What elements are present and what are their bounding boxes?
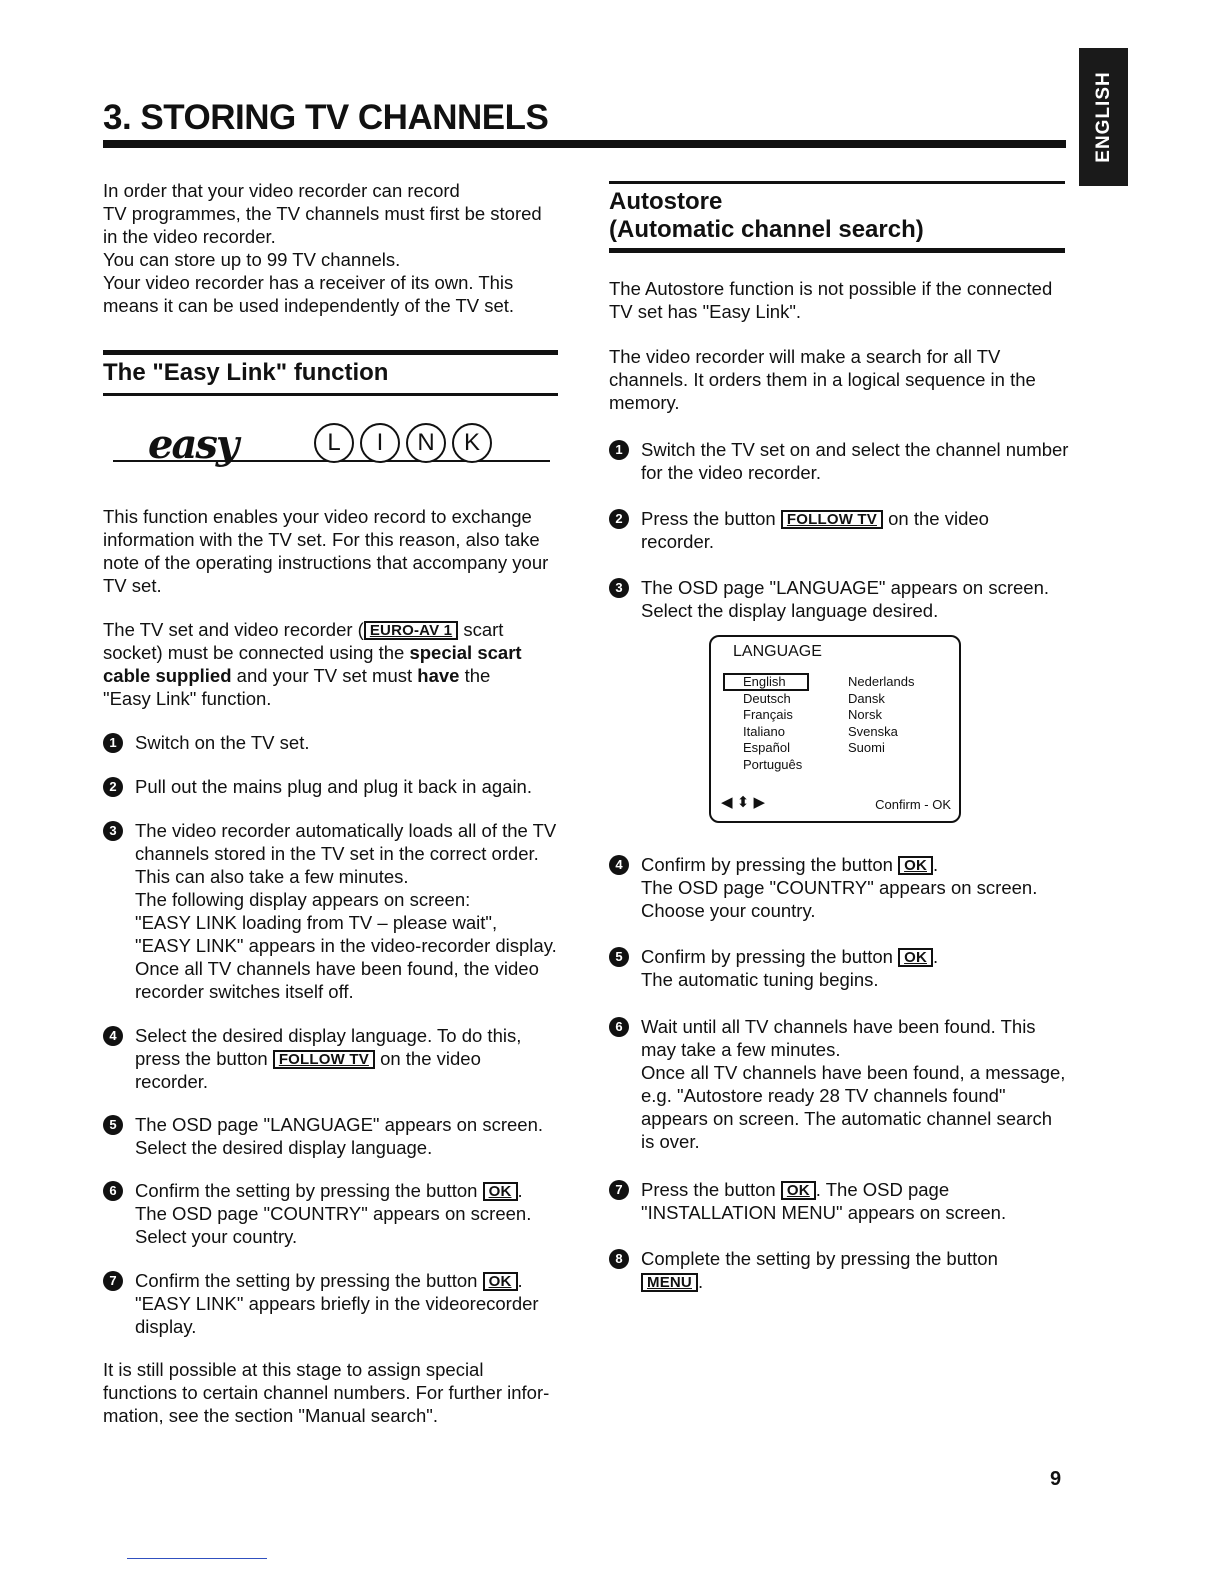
autostore-step: 3 The OSD page "LANGUAGE" appears on screen. Select the display language desired. [609,576,1069,624]
intro-paragraph [103,179,563,317]
autostore-step: 1 Switch the TV set on and select the channel number for the video recorder. [609,438,1069,486]
step-number: 3 [103,821,123,841]
easylink-logo-letters [314,423,514,463]
follow-tv-button-label: FOLLOW TV [273,1050,375,1069]
autostore-step: 2 Press the button FOLLOW TV on the video recorder. [609,507,1069,555]
easylink-closing: It is still possible at this stage to assign special functions to certain channel numbers. For further infor- mation, see the section "Manual search". [103,1359,550,1426]
step-number: 5 [609,947,629,967]
ok-button-label: OK [898,856,933,875]
osd-language-column-2 [848,674,915,757]
step-number: 8 [609,1249,629,1269]
easylink-step: 2 Pull out the mains plug and plug it back in again. [103,775,573,799]
step-number: 6 [609,1017,629,1037]
euro-av1-button-label: EURO-AV 1 [364,621,458,640]
easylink-logo-script: easy [148,421,238,468]
ok-button-label: OK [483,1182,518,1201]
easylink-step: 6 Confirm the setting by pressing the button OK . The OSD page "COUNTRY" appears on screen. Select your country. [103,1179,573,1249]
description-line: note of the operating instructions that accompany your [103,552,549,573]
osd-language-option[interactable]: Dansk [848,690,885,706]
easylink-step: 3 The video recorder automatically loads all of the TV channels stored in the TV set in the correct order. This can also take a few minutes. The following display appears on screen: "EASY LINK loading from TV – please wait", "EASY LINK" appears in the video-recorder display. Once all TV channels have been found, the video recorder switches itself off. [103,819,573,1004]
osd-language-column-1 [743,674,802,774]
step-number: 4 [103,1026,123,1046]
intro-line: You can store up to 99 TV channels. [103,249,401,270]
step-number: 3 [609,578,629,598]
osd-confirm-hint: Confirm - OK [875,797,951,812]
footer-line [127,1558,267,1559]
osd-language-option[interactable]: Norsk [848,707,882,723]
ok-button-label: OK [898,948,933,967]
osd-language-option[interactable]: English [743,674,786,689]
section-rule-top [103,350,558,355]
autostore-rule-bottom [609,248,1065,253]
autostore-step: 5 Confirm by pressing the button OK . The automatic tuning begins. [609,945,1069,993]
page-title: 3. STORING TV CHANNELS [103,98,549,137]
language-tab-label: ENGLISH [1092,71,1114,163]
step-number: 2 [609,509,629,529]
step-number: 6 [103,1181,123,1201]
logo-letter: K [452,423,492,463]
logo-letter: L [314,423,354,463]
step-number: 7 [609,1180,629,1200]
description-line: TV set. [103,575,162,596]
autostore-step: 6 Wait until all TV channels have been found. This may take a few minutes. Once all TV channels have been found, a message, e.g. "Autostore ready 28 TV channels found" appears on screen. The automatic channel search is over. [609,1015,1069,1155]
autostore-rule-top [609,181,1065,184]
step-number: 1 [103,733,123,753]
step-number: 4 [609,855,629,875]
step-number: 5 [103,1115,123,1135]
osd-language-screen [709,635,961,823]
easylink-requirement: The TV set and video recorder ( EURO-AV 1 scart socket) must be connected using the special scart cable supplied and your TV set must have the "Easy Link" function. [103,619,522,709]
osd-language-option[interactable]: Português [743,756,803,772]
osd-title: LANGUAGE [733,643,822,660]
osd-language-option[interactable]: Suomi [848,740,885,756]
step-number: 7 [103,1271,123,1291]
description-line: information with the TV set. For this reason, also take [103,529,540,550]
language-tab [1079,48,1128,186]
easylink-description [103,505,563,597]
autostore-intro: The video recorder will make a search for all TV channels. It orders them in a logical sequence in the memory. [609,346,1036,413]
intro-line: TV programmes, the TV channels must first be stored [103,203,542,224]
osd-language-option[interactable]: Svenska [848,723,898,739]
autostore-step: 7 Press the button OK . The OSD page "INSTALLATION MENU" appears on screen. [609,1178,1069,1226]
osd-language-option[interactable]: Español [743,740,790,756]
autostore-step: 8 Complete the setting by pressing the button MENU . [609,1247,1069,1295]
description-line: This function enables your video record to exchange [103,506,532,527]
autostore-note: The Autostore function is not possible if the connected TV set has "Easy Link". [609,278,1053,322]
osd-language-option[interactable]: Français [743,707,793,723]
osd-language-option[interactable]: Italiano [743,723,785,739]
intro-line: Your video recorder has a receiver of its own. This [103,272,514,293]
menu-button-label: MENU [641,1273,698,1292]
intro-line: in the video recorder. [103,226,276,247]
page-number: 9 [1050,1468,1062,1490]
logo-letter: N [406,423,446,463]
osd-language-option[interactable]: Deutsch [743,690,791,706]
autostore-step: 4 Confirm by pressing the button OK . The OSD page "COUNTRY" appears on screen. Choose your country. [609,853,1069,923]
easylink-step: 4 Select the desired display language. To do this, press the button FOLLOW TV on the video recorder. [103,1024,573,1094]
intro-line: In order that your video recorder can record [103,180,460,201]
intro-line: means it can be used independently of the TV set. [103,295,515,316]
ok-button-label: OK [483,1272,518,1291]
easylink-step: 5 The OSD page "LANGUAGE" appears on screen. Select the desired display language. [103,1113,573,1161]
step-number: 2 [103,777,123,797]
osd-language-option[interactable]: Nederlands [848,674,915,689]
title-rule [103,140,1066,148]
autostore-heading: Autostore (Automatic channel search) [609,188,924,243]
logo-letter: I [360,423,400,463]
easylink-heading: The "Easy Link" function [103,359,389,386]
easylink-step: 1 Switch on the TV set. [103,731,573,755]
step-number: 1 [609,440,629,460]
ok-button-label: OK [781,1181,816,1200]
follow-tv-button-label: FOLLOW TV [781,510,883,529]
osd-navigation-arrows-icon: ◀ ⬍ ▶ [721,794,765,811]
section-rule-bottom [103,393,558,396]
easylink-step: 7 Confirm the setting by pressing the button OK . "EASY LINK" appears briefly in the videorecorder display. [103,1269,573,1339]
